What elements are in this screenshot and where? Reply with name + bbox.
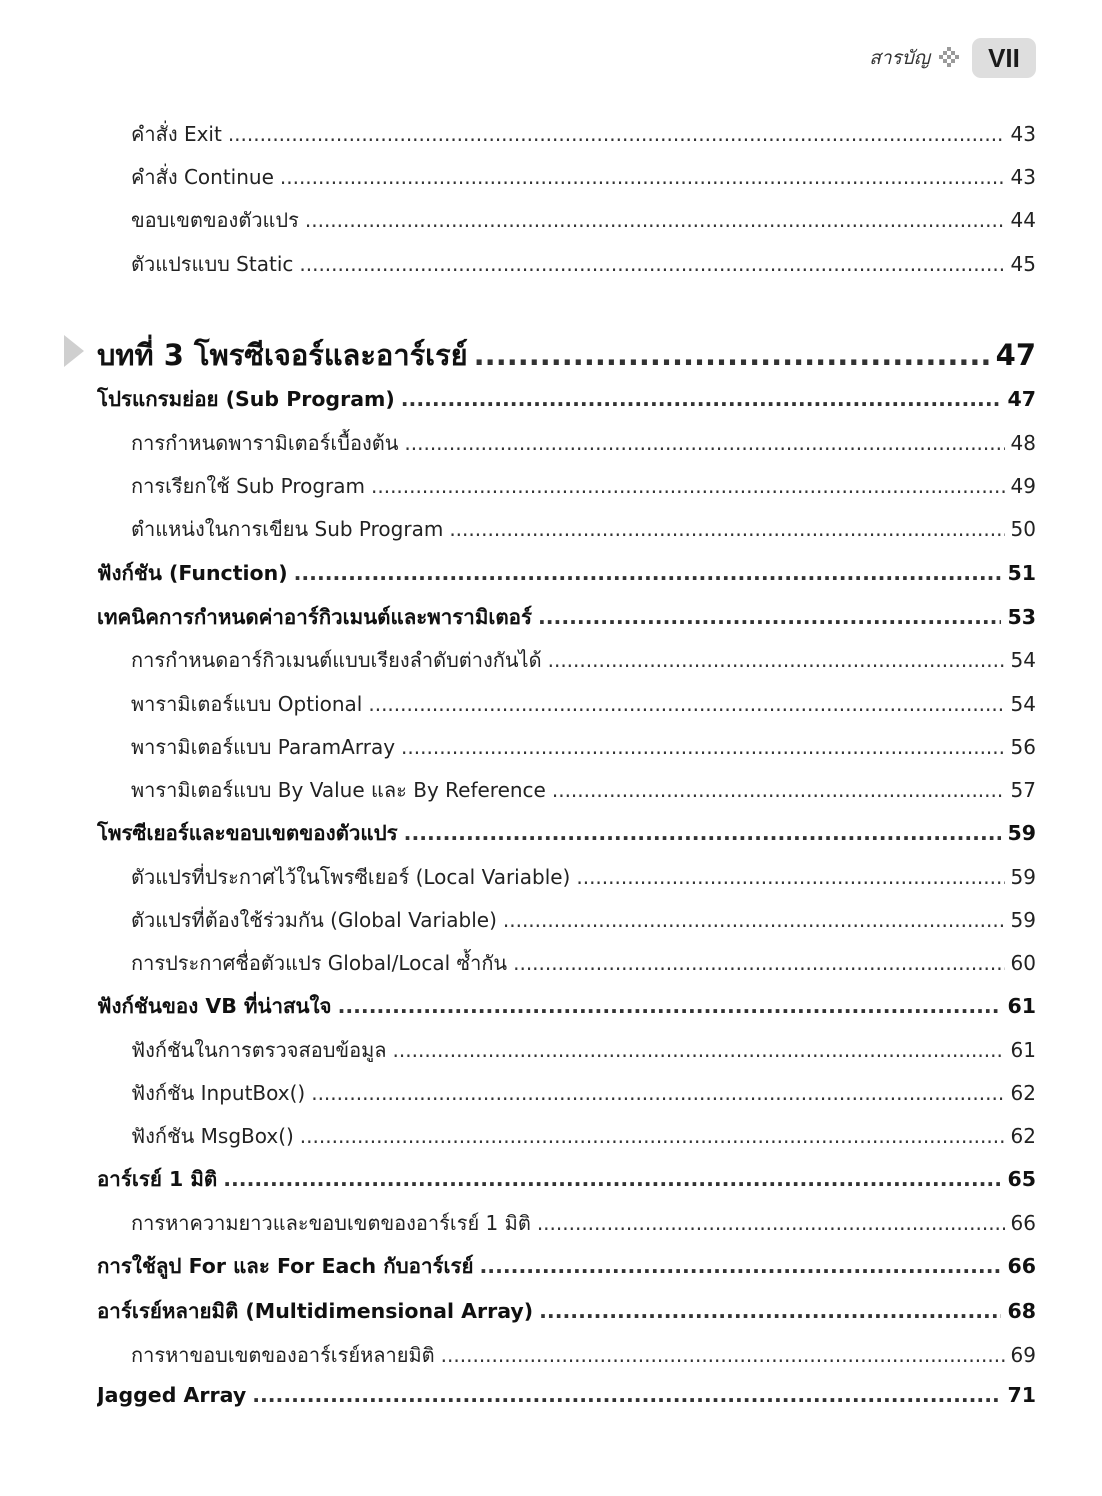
toc-entry-title: การหาขอบเขตของอาร์เรย์หลายมิติ xyxy=(131,1343,435,1367)
toc-entry-page: 44 xyxy=(1010,208,1036,232)
dot-leader xyxy=(338,994,1002,1018)
toc-entry[interactable] xyxy=(131,1120,1036,1152)
toc-entry-page: 60 xyxy=(1010,951,1036,975)
dot-leader xyxy=(474,338,990,372)
toc-entry-title: ตัวแปรที่ประกาศไว้ในโพรซีเยอร์ (Local Variable) xyxy=(131,865,571,889)
toc-entry-title: การประกาศชื่อตัวแปร Global/Local ซ้ำกัน xyxy=(131,951,508,975)
dot-leader xyxy=(404,431,1004,455)
dot-leader xyxy=(441,1343,1005,1367)
toc-entry-page: 57 xyxy=(1010,778,1036,802)
toc-section-entry[interactable] xyxy=(97,1295,1036,1328)
section-title: ฟังก์ชันของ VB ที่น่าสนใจ xyxy=(97,994,332,1018)
toc-entry-title: พารามิเตอร์แบบ ParamArray xyxy=(131,735,396,759)
page-header xyxy=(869,38,1036,78)
toc-section-entry[interactable] xyxy=(97,557,1036,590)
section-title: โปรแกรมย่อย (Sub Program) xyxy=(97,387,395,411)
toc-entry-page: 69 xyxy=(1010,1343,1036,1367)
toc-entry[interactable] xyxy=(131,774,1036,806)
toc-entry-page: 45 xyxy=(1010,252,1036,276)
toc-entry-title: การกำหนดอาร์กิวเมนต์แบบเรียงลำดับต่างกันได้ xyxy=(131,648,542,672)
toc-entry[interactable] xyxy=(131,861,1036,893)
dot-leader xyxy=(537,1211,1005,1235)
chapter-arrow-icon xyxy=(64,335,84,367)
toc-entry-page: 66 xyxy=(1010,1211,1036,1235)
dot-leader xyxy=(311,1081,1004,1105)
toc-entry-title: ตัวแปรที่ต้องใช้ร่วมกัน (Global Variable) xyxy=(131,908,497,932)
toc-section-entry[interactable] xyxy=(97,817,1036,850)
dot-leader xyxy=(393,1038,1005,1062)
section-page: 68 xyxy=(1007,1299,1036,1323)
toc-entry[interactable] xyxy=(131,1207,1036,1239)
dot-leader xyxy=(300,1124,1005,1148)
toc-entry[interactable] xyxy=(131,513,1036,545)
toc-entry-title: การกำหนดพารามิเตอร์เบื้องต้น xyxy=(131,431,399,455)
dot-leader xyxy=(252,1383,1001,1407)
toc-chapter-entry[interactable] xyxy=(97,332,1036,378)
toc-entry[interactable] xyxy=(131,470,1036,502)
toc-entry[interactable] xyxy=(131,1077,1036,1109)
toc-entry-page: 59 xyxy=(1010,908,1036,932)
dot-leader xyxy=(404,821,1002,845)
section-page: 53 xyxy=(1007,605,1036,629)
toc-entry-page: 62 xyxy=(1010,1124,1036,1148)
toc-entry[interactable] xyxy=(131,161,1036,193)
dot-leader xyxy=(576,865,1004,889)
dot-leader xyxy=(513,951,1004,975)
chapter-page: 47 xyxy=(995,338,1036,372)
toc-entry-title: คำสั่ง Exit xyxy=(131,122,222,146)
running-head-label: สารบัญ xyxy=(869,47,930,69)
toc-entry[interactable] xyxy=(131,1339,1036,1371)
section-title: การใช้ลูป For และ For Each กับอาร์เรย์ xyxy=(97,1254,474,1278)
toc-section-entry[interactable] xyxy=(97,1163,1036,1196)
toc-entry-page: 62 xyxy=(1010,1081,1036,1105)
dot-leader xyxy=(401,387,1002,411)
toc-entry[interactable] xyxy=(131,904,1036,936)
toc-section-entry[interactable] xyxy=(97,601,1036,634)
toc-entry-page: 61 xyxy=(1010,1038,1036,1062)
toc-entry-page: 54 xyxy=(1010,692,1036,716)
toc-entry-page: 59 xyxy=(1010,865,1036,889)
checker-pattern-icon xyxy=(938,47,960,69)
section-page: 65 xyxy=(1007,1167,1036,1191)
toc-section-entry[interactable] xyxy=(97,1250,1036,1283)
toc-entry-title: ฟังก์ชันในการตรวจสอบข้อมูล xyxy=(131,1038,387,1062)
dot-leader xyxy=(294,561,1002,585)
dot-leader xyxy=(299,252,1004,276)
chapter-title: บทที่ 3 โพรซีเจอร์และอาร์เรย์ xyxy=(97,338,468,372)
toc-entry[interactable] xyxy=(131,947,1036,979)
section-title: อาร์เรย์ 1 มิติ xyxy=(97,1167,218,1191)
dot-leader xyxy=(538,605,1001,629)
toc-entry[interactable] xyxy=(131,731,1036,763)
section-page: 51 xyxy=(1007,561,1036,585)
toc-section-entry[interactable] xyxy=(97,383,1036,416)
toc-section-entry[interactable] xyxy=(97,990,1036,1023)
section-title: ฟังก์ชัน (Function) xyxy=(97,561,288,585)
dot-leader xyxy=(539,1299,1001,1323)
toc-entry-page: 48 xyxy=(1010,431,1036,455)
dot-leader xyxy=(449,517,1004,541)
toc-entry-title: การเรียกใช้ Sub Program xyxy=(131,474,365,498)
toc-entry-title: ฟังก์ชัน MsgBox() xyxy=(131,1124,294,1148)
dot-leader xyxy=(503,908,1005,932)
toc-entry-title: พารามิเตอร์แบบ By Value และ By Reference xyxy=(131,778,546,802)
dot-leader xyxy=(401,735,1005,759)
toc-entry-page: 43 xyxy=(1010,165,1036,189)
toc-entry[interactable] xyxy=(131,1034,1036,1066)
toc-entry-page: 56 xyxy=(1010,735,1036,759)
toc-entry-title: ขอบเขตของตัวแปร xyxy=(131,208,299,232)
toc-entry[interactable] xyxy=(131,204,1036,236)
dot-leader xyxy=(228,122,1005,146)
section-page: 47 xyxy=(1007,387,1036,411)
toc-entry[interactable] xyxy=(131,427,1036,459)
dot-leader xyxy=(480,1254,1002,1278)
toc-entry-page: 54 xyxy=(1010,648,1036,672)
toc-entry-title: ตัวแปรแบบ Static xyxy=(131,252,294,276)
toc-entry-title: พารามิเตอร์แบบ Optional xyxy=(131,692,363,716)
toc-entry-title: ฟังก์ชัน InputBox() xyxy=(131,1081,306,1105)
section-page: 59 xyxy=(1007,821,1036,845)
toc-entry[interactable] xyxy=(131,118,1036,150)
toc-entry-title: คำสั่ง Continue xyxy=(131,165,274,189)
section-title: เทคนิคการกำหนดค่าอาร์กิวเมนต์และพารามิเตอร์ xyxy=(97,605,532,629)
dot-leader xyxy=(548,648,1005,672)
dot-leader xyxy=(552,778,1005,802)
toc-entry-title: ตำแหน่งในการเขียน Sub Program xyxy=(131,517,444,541)
section-page: 66 xyxy=(1007,1254,1036,1278)
section-title: Jagged Array xyxy=(97,1383,247,1407)
dot-leader xyxy=(368,692,1004,716)
toc-entry[interactable] xyxy=(131,644,1036,676)
toc-entry-page: 50 xyxy=(1010,517,1036,541)
section-title: อาร์เรย์หลายมิติ (Multidimensional Array) xyxy=(97,1299,534,1323)
section-page: 71 xyxy=(1007,1383,1036,1407)
dot-leader xyxy=(305,208,1005,232)
toc-entry[interactable] xyxy=(131,688,1036,720)
section-page: 61 xyxy=(1007,994,1036,1018)
toc-section-entry[interactable] xyxy=(97,1383,1036,1407)
toc-entry[interactable] xyxy=(131,248,1036,280)
dot-leader xyxy=(223,1167,1001,1191)
toc-entry-page: 49 xyxy=(1010,474,1036,498)
toc-entry-page: 43 xyxy=(1010,122,1036,146)
toc-entry-title: การหาความยาวและขอบเขตของอาร์เรย์ 1 มิติ xyxy=(131,1211,531,1235)
dot-leader xyxy=(280,165,1005,189)
section-title: โพรซีเยอร์และขอบเขตของตัวแปร xyxy=(97,821,398,845)
dot-leader xyxy=(371,474,1005,498)
page-number-badge: VII xyxy=(972,38,1036,78)
